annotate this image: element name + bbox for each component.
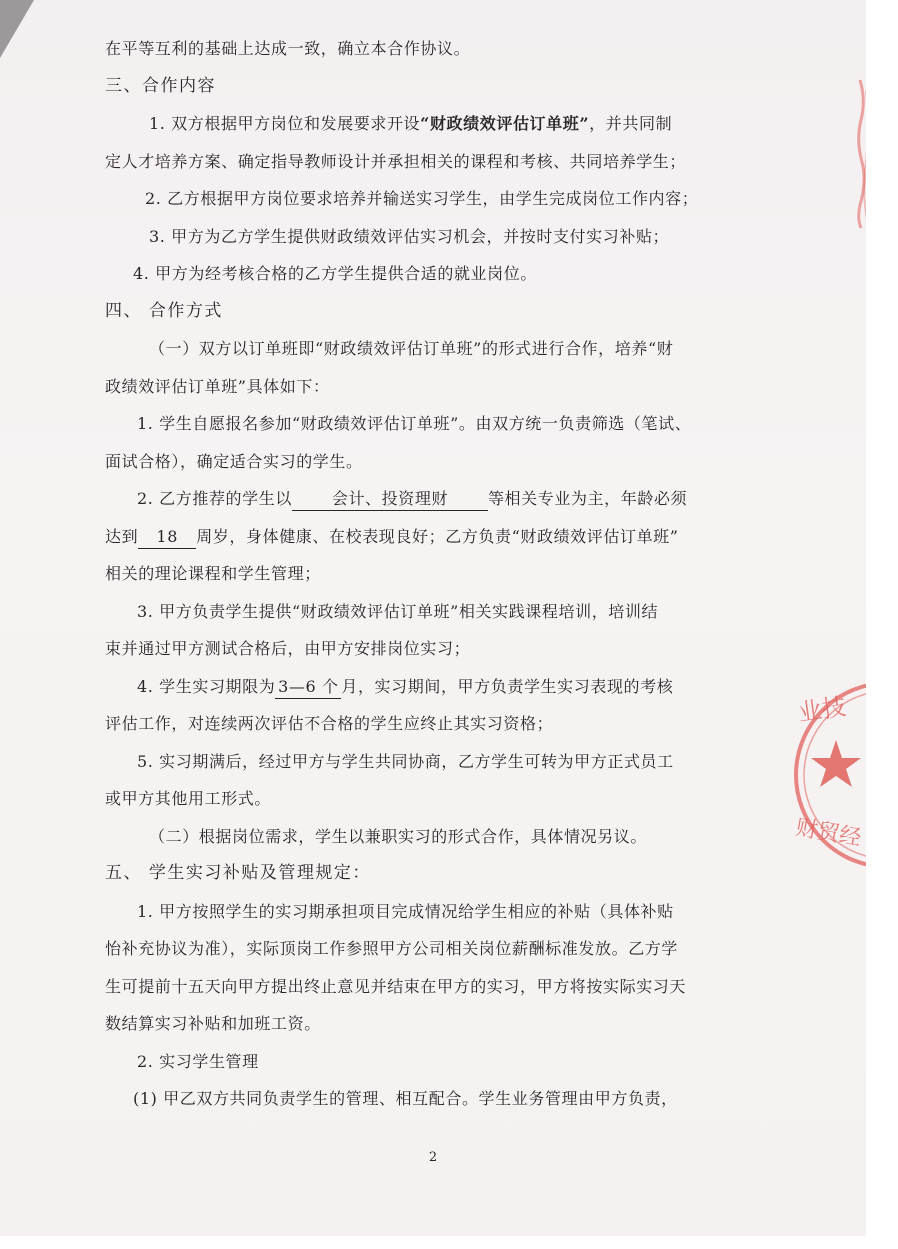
text-line: 相关的理论课程和学生管理； [105, 564, 321, 583]
seal-text-top: 业技 [796, 692, 848, 727]
text-span: 月，实习期间，甲方负责学生实习表现的考核 [341, 676, 674, 696]
subheading-student-management: 2. 实习学生管理 [137, 1051, 259, 1071]
text-line: 2. 乙方根据甲方岗位要求培养并输送实习学生，由学生完成岗位工作内容； [145, 189, 699, 208]
text-line: 4. 甲方为经考核合格的乙方学生提供合适的就业岗位。 [133, 264, 537, 283]
text-span: 周岁，身体健康、在校表现良好；乙方负责“财政绩效评估订单班” [196, 526, 679, 546]
text-line: (1) 甲乙双方共同负责学生的管理、相互配合。学生业务管理由甲方负责， [133, 1089, 678, 1108]
text-line: （二）根据岗位需求，学生以兼职实习的形式合作，具体情况另议。 [149, 826, 648, 846]
text-line: （一）双方以订单班即“财政绩效评估订单班”的形式进行合作，培养“财 [149, 339, 674, 358]
text-line: 数结算实习补贴和加班工资。 [105, 1014, 321, 1033]
text-line: 面试合格），确定适合实习的学生。 [105, 451, 363, 471]
text-line: 政绩效评估订单班”具体如下： [105, 376, 330, 396]
text-span: 2. 乙方推荐的学生以 [137, 489, 292, 508]
scan-margin-right [866, 0, 898, 1249]
section-heading-4: 四、 合作方式 [105, 300, 223, 321]
text-line-age [105, 518, 715, 556]
age-fill-in: 18 [138, 526, 196, 549]
text-line: 束并通过甲方测试合格后，由甲方安排岗位实习； [105, 639, 471, 658]
section-heading-3: 三、合作内容 [105, 75, 216, 96]
program-name-bold: “财政绩效评估订单班” [420, 114, 590, 133]
section-heading-5: 五、 学生实习补贴及管理规定： [105, 863, 371, 883]
page-number: 2 [428, 1150, 438, 1165]
text-line: 1. 学生自愿报名参加“财政绩效评估订单班”。由双方统一负责筛选（笔试、 [137, 414, 692, 433]
text-span: 4. 学生实习期限为 [137, 676, 276, 696]
text-line: 5. 实习期满后，经过甲方与学生共同协商，乙方学生可转为甲方正式员工 [137, 751, 674, 771]
text-line: 3. 甲方负责学生提供“财政绩效评估订单班”相关实践课程培训，培训结 [137, 601, 659, 621]
text-line: 1. 甲方按照学生的实习期承担项目完成情况给学生相应的补贴（具体补贴 [137, 901, 674, 921]
text-span: 等相关专业为主，年龄必须 [487, 489, 688, 508]
document-body [105, 30, 715, 1118]
text-line: 评估工作，对连续两次评估不合格的学生应终止其实习资格； [105, 714, 554, 733]
seal-text-bottom: 财贸经 [793, 815, 864, 852]
text-line: 生可提前十五天向甲方提出终止意见并结束在甲方的实习，甲方将按实际实习天 [105, 976, 687, 996]
text-span: 1. 双方根据甲方岗位和发展要求开设 [149, 114, 421, 133]
text-line-majors [105, 480, 715, 518]
text-line: 定人才培养方案、确定指导教师设计并承担相关的课程和考核、共同培养学生； [105, 151, 687, 171]
star-icon [811, 740, 861, 787]
text-span: ，并共同制 [589, 114, 673, 133]
scan-margin-bottom [0, 1236, 898, 1249]
text-line: 怡补充协议为准），实际顶岗工作参照甲方公司相关岗位薪酬标准发放。乙方学 [105, 939, 679, 958]
text-line [105, 105, 715, 143]
text-line: 或甲方其他用工形式。 [105, 789, 272, 808]
text-line-intro: 在平等互利的基础上达成一致，确立本合作协议。 [105, 39, 471, 58]
text-line-period [105, 668, 715, 706]
period-fill-in: 3—6 个 [275, 676, 341, 699]
text-span: 达到 [105, 526, 139, 546]
folded-corner-shadow [0, 0, 34, 58]
text-line: 3. 甲方为乙方学生提供财政绩效评估实习机会，并按时支付实习补贴； [149, 226, 670, 246]
majors-fill-in: 会计、投资理财 [292, 488, 488, 511]
